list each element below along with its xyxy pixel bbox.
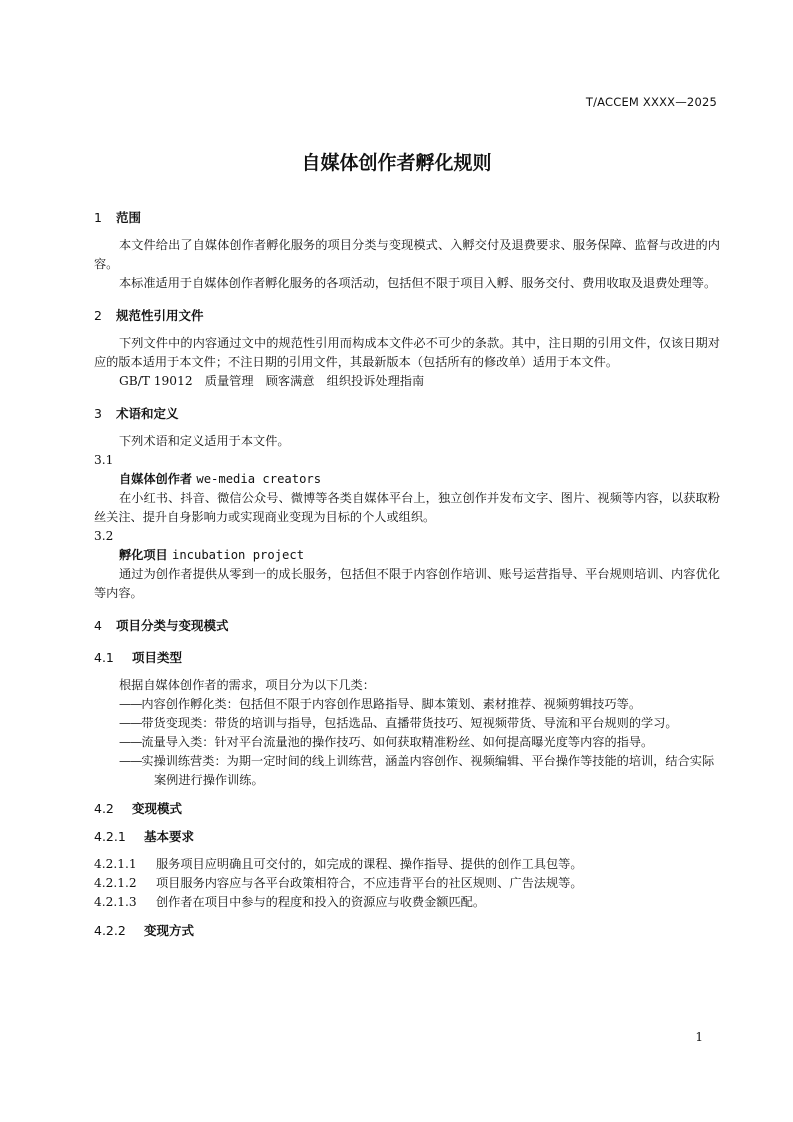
clause-text: 项目服务内容应与各平台政策相符合，不应违背平台的社区规则、广告法规等。 xyxy=(156,876,583,890)
clause-text: 创作者在项目中参与的程度和投入的资源应与收费金额匹配。 xyxy=(156,895,486,909)
section-title: 规范性引用文件 xyxy=(116,308,204,323)
term-number: 3.1 xyxy=(94,453,114,467)
section-4-heading xyxy=(94,616,720,635)
list-dash: —— xyxy=(119,735,142,749)
subsection-4-2-2-heading xyxy=(94,921,720,940)
section-number: 4.2.1 xyxy=(94,829,126,844)
term-heading xyxy=(94,470,720,489)
section-title: 项目分类与变现模式 xyxy=(116,618,229,633)
term-heading xyxy=(94,546,720,565)
clause-number: 4.2.1.1 xyxy=(94,857,137,871)
list-item-text: 流量导入类：针对平台流量池的操作技巧、如何获取精准粉丝、如何提高曝光度等内容的指导。 xyxy=(141,735,654,749)
list-dash: —— xyxy=(119,754,142,768)
paragraph: 根据自媒体创作者的需求，项目分为以下几类： xyxy=(119,678,375,692)
clause xyxy=(94,893,720,912)
term-en: we-media creators xyxy=(196,472,322,486)
section-title: 基本要求 xyxy=(144,829,195,844)
section-title: 项目类型 xyxy=(132,650,183,665)
list-item-text: 实操训练营类：为期一定时间的线上训练营，涵盖内容创作、视频编辑、平台操作等技能的培训，结合实际案例进行操作训练。 xyxy=(141,754,715,787)
section-number: 3 xyxy=(94,406,102,421)
document-body xyxy=(94,208,720,940)
page-title: 自媒体创作者孵化规则 xyxy=(301,152,492,174)
list-item xyxy=(94,714,720,733)
term-zh: 孵化项目 xyxy=(119,548,168,562)
paragraph: 本标准适用于自媒体创作者孵化服务的各项活动，包括但不限于项目入孵、服务交付、费用收取及退费处理等。 xyxy=(119,276,717,290)
section-title: 术语和定义 xyxy=(116,406,179,421)
list-item xyxy=(94,752,720,790)
clause-number: 4.2.1.3 xyxy=(94,895,137,909)
section-number: 4.1 xyxy=(94,650,114,665)
document-code: T/ACCEM XXXX—2025 xyxy=(585,95,717,109)
term-definition: 通过为创作者提供从零到一的成长服务，包括但不限于内容创作培训、账号运营指导、平台规则培训、内容优化等内容。 xyxy=(94,567,720,600)
paragraph: 下列术语和定义适用于本文件。 xyxy=(119,434,290,448)
subsection-4-2-1-heading xyxy=(94,827,720,846)
section-title: 变现模式 xyxy=(132,801,183,816)
section-number: 4.2 xyxy=(94,801,114,816)
term-number: 3.2 xyxy=(94,529,114,543)
clause xyxy=(94,874,720,893)
section-number: 2 xyxy=(94,308,102,323)
section-3-heading xyxy=(94,404,720,423)
page-number: 1 xyxy=(695,1030,703,1044)
section-number: 4.2.2 xyxy=(94,923,126,938)
list-dash: —— xyxy=(119,716,142,730)
list-item xyxy=(94,733,720,752)
normative-reference: GB/T 19012 质量管理 顾客满意 组织投诉处理指南 xyxy=(119,374,425,388)
list-item-text: 带货变现类：带货的培训与指导，包括选品、直播带货技巧、短视频带货、导流和平台规则的学习。 xyxy=(141,716,678,730)
term-definition: 在小红书、抖音、微信公众号、微博等各类自媒体平台上，独立创作并发布文字、图片、视频等内容，以获取粉丝关注、提升自身影响力或实现商业变现为目标的个人或组织。 xyxy=(94,491,720,524)
section-1-heading xyxy=(94,208,720,227)
list-item-text: 内容创作孵化类：包括但不限于内容创作思路指导、脚本策划、素材推荐、视频剪辑技巧等。 xyxy=(141,697,642,711)
section-number: 4 xyxy=(94,618,102,633)
list-dash: —— xyxy=(119,697,142,711)
paragraph: 本文件给出了自媒体创作者孵化服务的项目分类与变现模式、入孵交付及退费要求、服务保障、监督与改进的内容。 xyxy=(94,238,720,271)
section-title: 范围 xyxy=(116,210,142,225)
term-en: incubation project xyxy=(172,548,305,562)
subsection-4-1-heading xyxy=(94,648,720,667)
clause xyxy=(94,855,720,874)
section-2-heading xyxy=(94,306,720,325)
paragraph: 下列文件中的内容通过文中的规范性引用而构成本文件必不可少的条款。其中，注日期的引用文件，仅该日期对应的版本适用于本文件；不注日期的引用文件，其最新版本（包括所有的修改单）适用于本文件。 xyxy=(94,336,720,369)
section-title: 变现方式 xyxy=(144,923,195,938)
term-zh: 自媒体创作者 xyxy=(119,472,193,486)
list-item xyxy=(94,695,720,714)
subsection-4-2-heading xyxy=(94,799,720,818)
clause-number: 4.2.1.2 xyxy=(94,876,137,890)
clause-text: 服务项目应明确且可交付的，如完成的课程、操作指导、提供的创作工具包等。 xyxy=(156,857,583,871)
section-number: 1 xyxy=(94,210,102,225)
